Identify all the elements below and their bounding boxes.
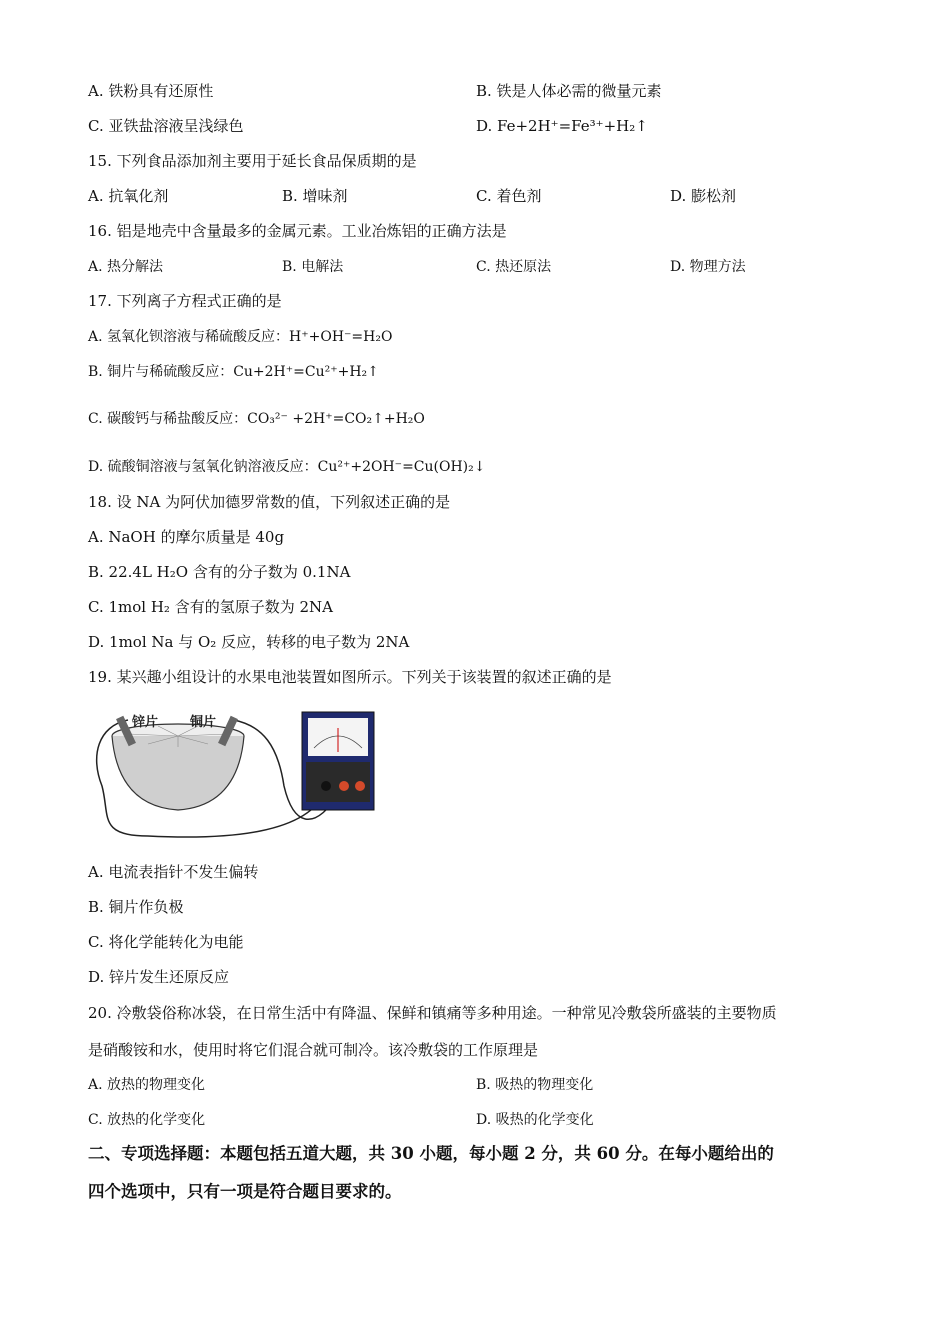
q18-stem: 18. 设 NA 为阿伏加德罗常数的值，下列叙述正确的是 [88, 493, 451, 511]
q19-stem: 19. 某兴趣小组设计的水果电池装置如图所示。下列关于该装置的叙述正确的是 [88, 668, 612, 686]
q18-option-c: C. 1mol H₂ 含有的氢原子数为 2NA [88, 598, 333, 616]
q14-option-a: A. 铁粉具有还原性 [88, 82, 214, 100]
q17-option-c: C. 碳酸钙与稀盐酸反应：CO₃²⁻ +2H⁺=CO₂↑+H₂O [88, 411, 425, 427]
q20-option-c: C. 放热的化学变化 [88, 1112, 206, 1128]
label-copper: 铜片 [190, 715, 217, 730]
q19-option-b: B. 铜片作负极 [88, 898, 184, 916]
q18-option-b: B. 22.4L H₂O 含有的分子数为 0.1NA [88, 563, 351, 581]
q17-option-d: D. 硫酸铜溶液与氢氧化钠溶液反应：Cu²⁺+2OH⁻=Cu(OH)₂↓ [88, 459, 486, 475]
q18-option-d: D. 1mol Na 与 O₂ 反应，转移的电子数为 2NA [88, 633, 410, 651]
fruit-body [112, 736, 244, 810]
q18-option-a: A. NaOH 的摩尔质量是 40g [88, 528, 285, 546]
q16-option-a: A. 热分解法 [88, 259, 164, 275]
label-zinc: 锌片 [132, 715, 159, 730]
terminal-mid [339, 781, 349, 791]
section2-heading-line2: 四个选项中，只有一项是符合题目要求的。 [88, 1182, 402, 1201]
q19-option-c: C. 将化学能转化为电能 [88, 933, 244, 951]
q20-option-d: D. 吸热的化学变化 [476, 1112, 594, 1128]
q20-option-a: A. 放热的物理变化 [88, 1077, 206, 1093]
q14-option-d: D. Fe+2H⁺=Fe³⁺+H₂↑ [476, 117, 648, 135]
q17-option-a: A. 氢氧化钡溶液与稀硫酸反应：H⁺+OH⁻=H₂O [88, 329, 393, 345]
q15-option-a: A. 抗氧化剂 [88, 187, 169, 205]
q15-option-d: D. 膨松剂 [670, 187, 737, 205]
section2-heading-line1: 二、专项选择题：本题包括五道大题，共 30 小题，每小题 2 分，共 60 分。在每小题给出的 [88, 1144, 774, 1163]
q15-stem: 15. 下列食品添加剂主要用于延长食品保质期的是 [88, 152, 417, 170]
q16-option-c: C. 热还原法 [476, 259, 552, 275]
q20-stem-line2: 是硝酸铵和水，使用时将它们混合就可制冷。该冷敷袋的工作原理是 [88, 1041, 539, 1059]
q20-option-b: B. 吸热的物理变化 [476, 1077, 594, 1093]
fruit-battery-figure [88, 706, 388, 842]
q14-option-b: B. 铁是人体必需的微量元素 [476, 82, 662, 100]
q14-option-c: C. 亚铁盐溶液呈浅绿色 [88, 117, 244, 135]
terminal-right [355, 781, 365, 791]
q16-option-b: B. 电解法 [282, 259, 344, 275]
terminal-left [321, 781, 331, 791]
q15-option-b: B. 增味剂 [282, 187, 348, 205]
q19-option-d: D. 锌片发生还原反应 [88, 968, 230, 986]
q16-option-d: D. 物理方法 [670, 259, 746, 275]
q16-stem: 16. 铝是地壳中含量最多的金属元素。工业冶炼铝的正确方法是 [88, 222, 507, 240]
q15-option-c: C. 着色剂 [476, 187, 542, 205]
q19-option-a: A. 电流表指针不发生偏转 [88, 863, 259, 881]
q20-stem-line1: 20. 冷敷袋俗称冰袋，在日常生活中有降温、保鲜和镇痛等多种用途。一种常见冷敷袋所盛装的主要物质 [88, 1004, 777, 1022]
q17-stem: 17. 下列离子方程式正确的是 [88, 292, 282, 310]
q17-option-b: B. 铜片与稀硫酸反应：Cu+2H⁺=Cu²⁺+H₂↑ [88, 364, 379, 380]
